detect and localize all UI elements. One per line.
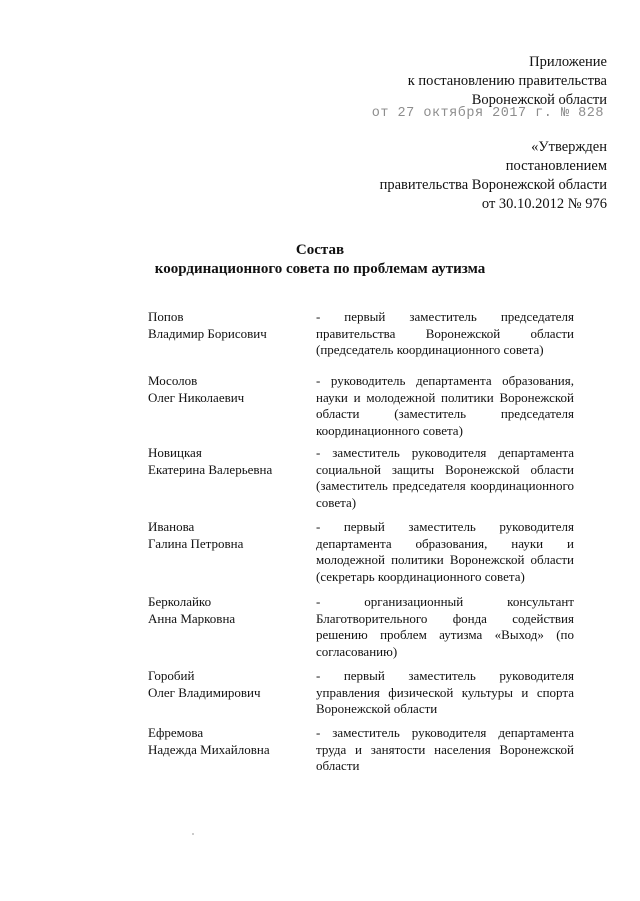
member-role: - организационный консультант Благотворительного фонда содействия решению проблем аутизма «Выход» (по согласованию) — [316, 594, 574, 659]
member-name — [148, 594, 308, 627]
member-role: - руководитель департамента образования, науки и молодежной политики Воронежской области (заместитель председателя координационного совета) — [316, 373, 574, 438]
appendix-line: Воронежской области — [471, 92, 607, 108]
member-name — [148, 309, 308, 342]
date-number-stamp: от 27 октября 2017 г. № 828 — [371, 106, 604, 121]
member-surname: Ефремова — [148, 725, 204, 740]
member-name — [148, 445, 308, 478]
member-given-names: Олег Владимирович — [148, 684, 261, 700]
document-title — [0, 241, 640, 279]
member-surname: Мосолов — [148, 373, 198, 388]
member-surname: Горобий — [148, 668, 195, 683]
member-role: - первый заместитель председателя правительства Воронежской области (председатель координационного совета) — [316, 309, 574, 357]
member-name — [148, 668, 308, 701]
member-surname: Новицкая — [148, 445, 202, 460]
approval-line: «Утвержден — [531, 139, 607, 155]
appendix-line: Приложение — [529, 54, 607, 70]
member-given-names: Екатерина Валерьевна — [148, 461, 273, 477]
member-name — [148, 519, 308, 552]
member-given-names: Олег Николаевич — [148, 389, 245, 405]
member-name — [148, 373, 308, 406]
member-given-names: Надежда Михайловна — [148, 741, 270, 757]
member-role: - первый заместитель руководителя управления физической культуры и спорта Воронежской области — [316, 668, 574, 716]
member-surname: Берколайко — [148, 594, 212, 609]
approval-line: правительства Воронежской области — [379, 177, 607, 193]
appendix-header — [408, 53, 607, 110]
member-name — [148, 725, 308, 758]
member-surname: Иванова — [148, 519, 195, 534]
member-role: - заместитель руководителя департамента труда и занятости населения Воронежской области — [316, 725, 574, 773]
title-line-2: координационного совета по проблемам аутизма — [154, 261, 486, 277]
member-role: - первый заместитель руководителя департамента образования, науки и молодежной политики Воронежской области (секретарь координационного совета) — [316, 519, 574, 584]
member-surname: Попов — [148, 309, 184, 324]
approval-line: от 30.10.2012 № 976 — [481, 196, 607, 212]
member-role: - заместитель руководителя департамента социальной защиты Воронежской области (заместитель председателя координационного совета) — [316, 445, 574, 510]
member-given-names: Галина Петровна — [148, 535, 244, 551]
approval-line: постановлением — [505, 158, 607, 174]
appendix-line: к постановлению правительства — [407, 73, 607, 89]
member-given-names: Анна Марковна — [148, 610, 236, 626]
scan-speck — [192, 833, 194, 835]
title-line-1: Состав — [295, 242, 345, 258]
approval-block — [380, 138, 607, 214]
member-given-names: Владимир Борисович — [148, 325, 267, 341]
